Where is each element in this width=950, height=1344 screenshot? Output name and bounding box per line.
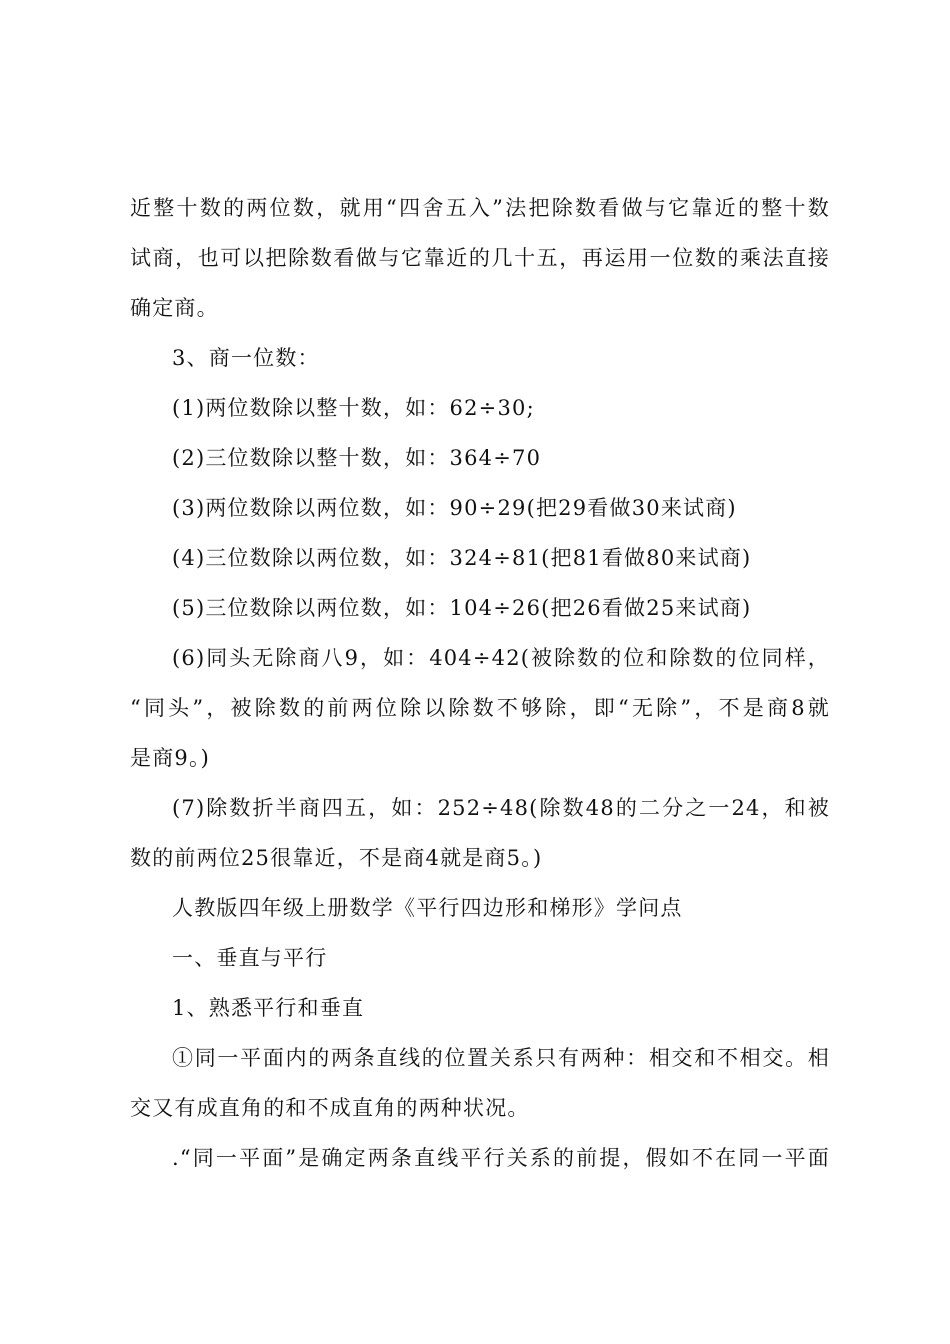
list-item: (1)两位数除以整十数，如：62÷30; [172,396,535,420]
list-item: (4)三位数除以两位数，如：324÷81(把81看做80来试商) [172,546,752,570]
section-heading: 3、商一位数： [172,346,320,370]
list-item-continued: 数的前两位25很靠近，不是商4就是商5。) [130,846,543,870]
list-item: (6)同头无除商八9，如：404÷42(被除数的位和除数的位同样， [172,646,830,670]
list-item-continued: “同头”，被除数的前两位除以除数不够除，即“无除”，不是商8就 [130,696,830,720]
document-body [130,183,830,1183]
list-item: (3)两位数除以两位数，如：90÷29(把29看做30来试商) [172,496,737,520]
list-item: (2)三位数除以整十数，如：364÷70 [172,446,542,470]
paragraph-line: 确定商。 [130,296,219,320]
section-heading: 一、垂直与平行 [172,946,328,970]
list-item: (7)除数折半商四五，如：252÷48(除数48的二分之一24，和被 [172,796,830,820]
paragraph-line: ①同一平面内的两条直线的位置关系只有两种：相交和不相交。相 [172,1046,830,1070]
paragraph-line: 交又有成直角的和不成直角的两种状况。 [130,1096,530,1120]
paragraph-line: 近整十数的两位数，就用“四舍五入”法把除数看做与它靠近的整十数 [130,196,830,220]
list-item: (5)三位数除以两位数，如：104÷26(把26看做25来试商) [172,596,752,620]
document-title: 人教版四年级上册数学《平行四边形和梯形》学问点 [172,896,683,920]
list-item-continued: 是商9。) [130,746,211,770]
paragraph-line: .“同一平面”是确定两条直线平行关系的前提，假如不在同一平面 [172,1146,830,1170]
subsection-heading: 1、熟悉平行和垂直 [172,996,365,1020]
paragraph-line: 试商，也可以把除数看做与它靠近的几十五，再运用一位数的乘法直接 [130,246,830,270]
